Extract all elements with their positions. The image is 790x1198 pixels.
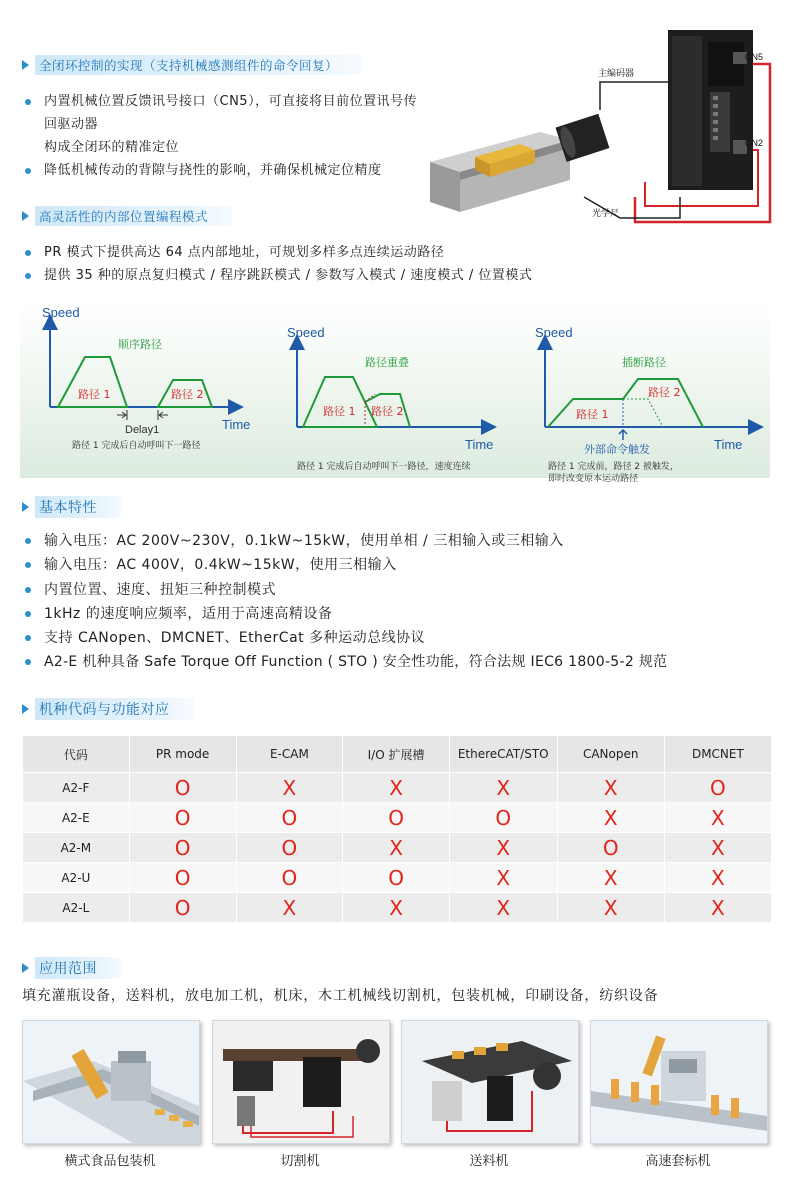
support-mark: O bbox=[129, 773, 236, 803]
list-item: 提供 35 种的原点复归模式 / 程序跳跃模式 / 参数写入模式 / 速度模式 / 位置模式 bbox=[22, 264, 782, 287]
section-title: 全闭环控制的实现（支持机械感测组件的命令回复） bbox=[35, 55, 362, 75]
support-mark: O bbox=[129, 833, 236, 863]
support-mark: O bbox=[129, 893, 236, 923]
trigger-arrow-icon bbox=[619, 430, 627, 440]
column-header: E-CAM bbox=[236, 736, 343, 773]
table-row bbox=[23, 833, 772, 863]
path-1-label: 路径 1 bbox=[576, 408, 609, 421]
column-header: I/O 扩展槽 bbox=[343, 736, 450, 773]
diagram-sequential-path bbox=[30, 302, 260, 462]
section-header-basic bbox=[20, 498, 121, 516]
x-axis-label: Time bbox=[465, 437, 494, 452]
delay-arrow-left-icon bbox=[117, 412, 126, 418]
cn5-label: CN5 bbox=[745, 52, 764, 62]
support-mark: X bbox=[343, 893, 450, 923]
section-arrow-icon bbox=[22, 502, 29, 512]
section-arrow-icon bbox=[22, 963, 29, 973]
list-item: PR 模式下提供高达 64 点内部地址，可规划多样多点连续运动路径 bbox=[22, 241, 782, 264]
food-packaging-illustration bbox=[23, 1021, 199, 1143]
diagram-caption: 路径 1 完成后自动呼叫下一路径 bbox=[72, 441, 201, 451]
diagram-caption: 路径 1 完成前，路径 2 被触发， bbox=[548, 462, 679, 472]
column-header: 代码 bbox=[23, 736, 130, 773]
table-row bbox=[23, 803, 772, 833]
list-item: 降低机械传动的背隙与挠性的影响，并确保机械定位精度 bbox=[22, 159, 422, 182]
section-header-applications bbox=[20, 959, 121, 977]
section-title: 应用范围 bbox=[35, 957, 121, 979]
support-mark: X bbox=[557, 803, 664, 833]
path-2-label: 路径 2 bbox=[171, 388, 204, 401]
support-mark: O bbox=[343, 863, 450, 893]
support-mark: X bbox=[449, 893, 557, 923]
app-image-food-packaging bbox=[22, 1020, 200, 1144]
section-header-pr-mode bbox=[20, 207, 232, 225]
column-header: PR mode bbox=[129, 736, 236, 773]
support-mark: O bbox=[557, 833, 664, 863]
support-mark: O bbox=[129, 863, 236, 893]
support-mark: X bbox=[236, 773, 343, 803]
diagram-title: 路径重叠 bbox=[365, 356, 409, 369]
support-mark: X bbox=[449, 833, 557, 863]
section-title: 基本特性 bbox=[35, 496, 121, 518]
support-mark: X bbox=[449, 773, 557, 803]
table-row bbox=[23, 863, 772, 893]
support-mark: X bbox=[557, 893, 664, 923]
table-row bbox=[23, 773, 772, 803]
path-1-label: 路径 1 bbox=[323, 405, 356, 418]
app-label: 切割机 bbox=[280, 1154, 320, 1169]
labeling-machine-illustration bbox=[591, 1021, 767, 1143]
list-item: 内置位置、速度、扭矩三种控制模式 bbox=[22, 578, 782, 602]
model-code: A2-E bbox=[23, 803, 130, 833]
section-header-models bbox=[20, 700, 194, 718]
app-label: 横式食品包装机 bbox=[64, 1154, 156, 1169]
diagram-title: 插断路径 bbox=[622, 356, 666, 369]
encoder-cable bbox=[600, 82, 668, 110]
diagram-title: 顺序路径 bbox=[118, 338, 162, 351]
section-title: 机种代码与功能对应 bbox=[35, 698, 194, 720]
cn2-label: CN2 bbox=[745, 138, 764, 148]
list-item: 输入电压：AC 200V~230V，0.1kW~15kW，使用单相 / 三相输入或三相输入 bbox=[22, 529, 782, 553]
list-item: A2-E 机种具备 Safe Torque Off Function ( STO ) 安全性功能，符合法规 IEC6 1800-5-2 规范 bbox=[22, 650, 782, 674]
model-code: A2-U bbox=[23, 863, 130, 893]
support-mark: X bbox=[343, 773, 450, 803]
diagram-caption-2: 即时改变原本运动路径 bbox=[548, 474, 639, 484]
y-axis-label: Speed bbox=[42, 305, 80, 320]
app-image-cutting-machine bbox=[212, 1020, 390, 1144]
path-2-label: 路径 2 bbox=[371, 405, 404, 418]
section-arrow-icon bbox=[22, 60, 29, 70]
column-header: DMCNET bbox=[664, 736, 771, 773]
support-mark: O bbox=[129, 803, 236, 833]
list-item-continuation: 构成全闭环的精准定位 bbox=[44, 140, 180, 155]
section-arrow-icon bbox=[22, 211, 29, 221]
support-mark: O bbox=[236, 863, 343, 893]
delay-label: Delay1 bbox=[125, 424, 160, 436]
list-item: 1kHz 的速度响应频率，适用于高速高精设备 bbox=[22, 602, 782, 626]
optical-scale-label: 光学尺 bbox=[592, 209, 620, 219]
model-code: A2-M bbox=[23, 833, 130, 863]
support-mark: O bbox=[236, 833, 343, 863]
closed-loop-bullets bbox=[22, 90, 422, 182]
cutting-machine-illustration bbox=[213, 1021, 389, 1143]
app-image-labeling-machine bbox=[590, 1020, 768, 1144]
support-mark: X bbox=[664, 863, 771, 893]
section-header-closed-loop bbox=[20, 56, 362, 74]
column-header: CANopen bbox=[557, 736, 664, 773]
x-axis-label: Time bbox=[222, 417, 251, 432]
basic-features-bullets bbox=[22, 529, 782, 675]
support-mark: O bbox=[664, 773, 771, 803]
path-2-label: 路径 2 bbox=[648, 386, 681, 399]
support-mark: O bbox=[343, 803, 450, 833]
model-code: A2-L bbox=[23, 893, 130, 923]
y-axis-label: Speed bbox=[535, 325, 573, 340]
table-header-row bbox=[23, 736, 772, 773]
pr-mode-bullets bbox=[22, 241, 782, 287]
model-code: A2-F bbox=[23, 773, 130, 803]
trigger-label: 外部命令触发 bbox=[584, 443, 650, 456]
support-mark: X bbox=[449, 863, 557, 893]
support-mark: X bbox=[664, 803, 771, 833]
servo-system-figure bbox=[420, 22, 780, 232]
table-row bbox=[23, 893, 772, 923]
main-encoder-label: 主编码器 bbox=[598, 69, 635, 79]
list-item: 输入电压：AC 400V，0.4kW~15kW，使用三相输入 bbox=[22, 553, 782, 577]
support-mark: O bbox=[236, 803, 343, 833]
diagram-overlap-path bbox=[275, 322, 505, 477]
support-mark: O bbox=[449, 803, 557, 833]
y-axis-label: Speed bbox=[287, 325, 325, 340]
feeder-illustration bbox=[402, 1021, 578, 1143]
support-mark: X bbox=[664, 833, 771, 863]
diagram-interrupt-path bbox=[528, 322, 768, 487]
path-1-label: 路径 1 bbox=[78, 388, 111, 401]
column-header: EthereCAT/STO bbox=[449, 736, 557, 773]
support-mark: X bbox=[557, 863, 664, 893]
x-axis-label: Time bbox=[714, 437, 743, 452]
support-mark: X bbox=[557, 773, 664, 803]
model-function-table bbox=[22, 735, 772, 923]
app-label: 送料机 bbox=[469, 1154, 509, 1169]
list-item: 内置机械位置反馈讯号接口（CN5），可直接将目前位置讯号传回驱动器 构成全闭环的精准定位 bbox=[22, 90, 422, 159]
support-mark: X bbox=[664, 893, 771, 923]
applications-text: 填充灌瓶设备，送料机，放电加工机，机床，木工机械线切割机，包装机械，印刷设备，纺织设备 bbox=[22, 988, 659, 1004]
section-arrow-icon bbox=[22, 704, 29, 714]
app-label: 高速套标机 bbox=[645, 1154, 711, 1169]
list-item: 支持 CANopen、DMCNET、EtherCat 多种运动总线协议 bbox=[22, 626, 782, 650]
delay-arrow-right-icon bbox=[159, 412, 168, 418]
support-mark: X bbox=[236, 893, 343, 923]
app-image-feeder bbox=[401, 1020, 579, 1144]
support-mark: X bbox=[343, 833, 450, 863]
section-title: 高灵活性的内部位置编程模式 bbox=[35, 206, 232, 226]
diagram-caption: 路径 1 完成后自动呼叫下一路径，速度连续 bbox=[297, 462, 471, 472]
